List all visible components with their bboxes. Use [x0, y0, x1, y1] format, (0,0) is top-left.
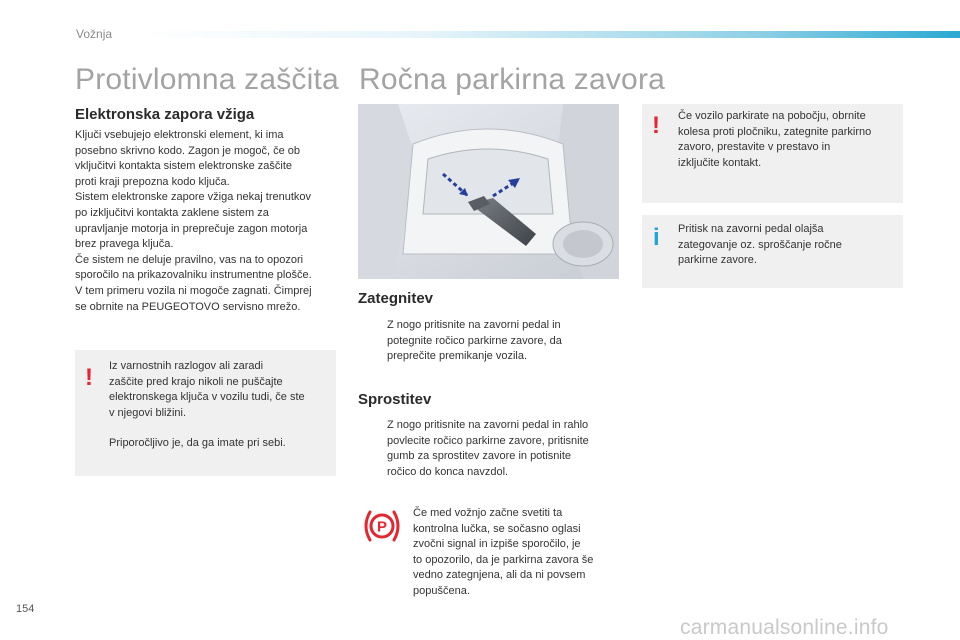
- text-line: upravljanje motorja in preprečuje zagon motorja: [75, 222, 308, 235]
- apply-text: [387, 318, 597, 365]
- text-line: elektronskega ključa v vozilu tudi, če ste: [109, 391, 305, 404]
- text-line: se obrnite na PEUGEOTOVO servisno mrežo.: [75, 300, 301, 313]
- text-line: kolesa proti pločniku, zategnite parkirno: [678, 125, 872, 138]
- text-line: povlecite ročico parkirne zavore, pritisnite: [387, 434, 589, 447]
- key-warning-box: [75, 350, 336, 476]
- text-line: V tem primeru vozila ni mogoče zagnati. Čimprej: [75, 284, 312, 297]
- text-line: sporočilo na prikazovalniku instrumentne plošče.: [75, 269, 312, 282]
- text-line: Če med vožnjo začne svetiti ta: [413, 507, 563, 519]
- text-line: Z nogo pritisnite na zavorni pedal in rahlo: [387, 419, 589, 431]
- text-line: Pritisk na zavorni pedal olajša: [678, 223, 824, 235]
- text-line: parkirne zavore.: [678, 254, 757, 267]
- text-line: preprečite premikanje vozila.: [387, 350, 528, 363]
- text-line: zaščite pred krajo nikoli ne puščajte: [109, 375, 283, 388]
- info-text: [678, 222, 900, 269]
- apply-instruction: [365, 318, 605, 368]
- text-line: zavoro, prestavite v prestavo in: [678, 141, 831, 154]
- warning-text: [109, 359, 331, 452]
- text-line: to opozorilo, da je parkirna zavora še: [413, 553, 594, 566]
- release-instruction: [365, 418, 615, 484]
- slope-warning-text: [678, 109, 900, 171]
- exclamation-warning-icon: !: [85, 364, 93, 391]
- text-line: Iz varnostnih razlogov ali zaradi: [109, 360, 264, 372]
- text-line: Ključi vsebujejo elektronski element, ki ima: [75, 129, 284, 141]
- subtitle-immobiliser: Elektronska zapora vžiga: [75, 106, 255, 123]
- parking-symbol: P: [376, 518, 388, 536]
- text-line: Sistem elektronske zapore vžiga nekaj trenutkov: [75, 191, 312, 204]
- text-line: proti kraji prepozna kodo ključa.: [75, 175, 230, 188]
- header-accent-bar: [140, 31, 960, 38]
- text-line: Z nogo pritisnite na zavorni pedal in: [387, 319, 561, 331]
- release-text: [387, 418, 617, 480]
- section-label: Vožnja: [76, 27, 113, 41]
- warning-note: Priporočljivo je, da ga imate pri sebi.: [109, 437, 286, 450]
- text-line: brez pravega ključa.: [75, 238, 174, 251]
- text-line: po izključitvi kontakta zaklene sistem za: [75, 206, 269, 219]
- text-line: kontrolna lučka, se sočasno oglasi: [413, 522, 581, 535]
- text-line: Če vozilo parkirate na pobočju, obrnite: [678, 110, 866, 122]
- exclamation-warning-icon: !: [652, 112, 660, 139]
- text-line: izključite kontakt.: [678, 156, 762, 169]
- text-line: posebno skrivno kodo. Zagon je mogoč, če ob: [75, 144, 301, 157]
- info-box: [642, 215, 903, 288]
- page-title-parking-brake: Ročna parkirna zavora: [359, 63, 666, 96]
- text-line: popuščena.: [413, 584, 470, 597]
- immobiliser-text: [75, 128, 337, 315]
- heading-apply: Zategnitev: [358, 290, 434, 307]
- text-line: vedno zategnjena, ali da ni povsem: [413, 569, 586, 582]
- text-line: zvočni signal in izpiše sporočilo, je: [413, 538, 581, 551]
- page-number: 154: [16, 603, 35, 615]
- slope-warning-box: [642, 104, 903, 203]
- text-line: zategovanje oz. sproščanje ročne: [678, 238, 842, 251]
- heading-release: Sprostitev: [358, 391, 432, 408]
- parking-brake-illustration: [358, 104, 619, 279]
- parking-brake-warning-icon: [362, 508, 402, 544]
- watermark: carmanualsonline.info: [680, 616, 889, 639]
- text-line: ročico do konca navzdol.: [387, 465, 509, 478]
- text-line: Če sistem ne deluje pravilno, vas na to opozori: [75, 253, 304, 266]
- text-line: v njegovi bližini.: [109, 406, 187, 419]
- text-line: vključitvi kontakta sistem elektronske zaščite: [75, 160, 293, 173]
- page-title-anti-theft: Protivlomna zaščita: [75, 63, 339, 96]
- warning-lamp-text: [413, 506, 623, 600]
- info-icon: i: [653, 224, 660, 251]
- text-line: gumb za sprostitev zavore in potisnite: [387, 450, 572, 463]
- text-line: potegnite ročico parkirne zavore, da: [387, 334, 562, 347]
